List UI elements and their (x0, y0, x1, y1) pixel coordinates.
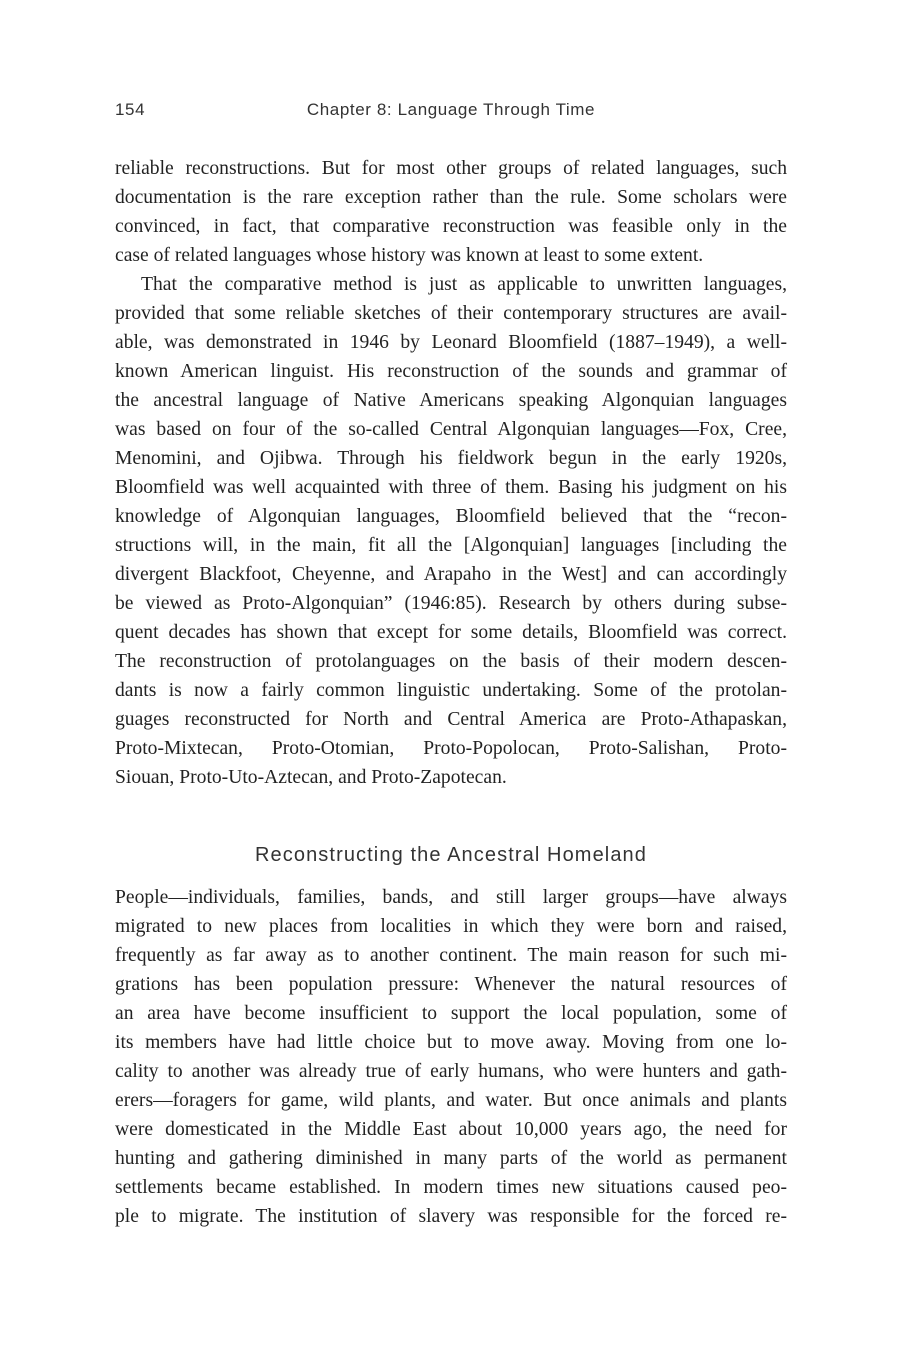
body-text-line: migrated to new places from localities in which they were born and raised, (115, 916, 787, 937)
body-text-line: guages reconstructed for North and Central America are Proto-Athapaskan, (115, 709, 787, 730)
body-text-line: were domesticated in the Middle East about 10,000 years ago, the need for (115, 1119, 787, 1140)
section-heading: Reconstructing the Ancestral Homeland (255, 844, 647, 866)
body-text-line: erers—foragers for game, wild plants, and water. But once animals and plants (115, 1090, 787, 1111)
body-text-line: People—individuals, families, bands, and still larger groups—have always (115, 887, 787, 908)
body-text-line: was based on four of the so-called Central Algonquian languages—Fox, Cree, (115, 419, 787, 440)
body-text-line: quent decades has shown that except for some details, Bloomfield was correct. (115, 622, 787, 643)
running-head (115, 98, 787, 126)
chapter-title: Chapter 8: Language Through Time (306, 100, 596, 119)
body-text-line: frequently as far away as to another continent. The main reason for such mi- (115, 945, 787, 966)
body-text-line: grations has been population pressure: Whenever the natural resources of (115, 974, 787, 995)
body-text-line: be viewed as Proto-Algonquian” (1946:85). Research by others during subse- (115, 593, 787, 614)
body-text-line: the ancestral language of Native Americans speaking Algonquian languages (115, 390, 787, 411)
body-text-line: settlements became established. In modern times new situations caused peo- (115, 1177, 787, 1198)
body-text-line: case of related languages whose history was known at least to some extent. (115, 245, 704, 266)
body-text-line: Bloomfield was well acquainted with three of them. Basing his judgment on his (115, 477, 787, 498)
body-text-line: That the comparative method is just as applicable to unwritten languages, (141, 274, 787, 295)
body-text-line: documentation is the rare exception rather than the rule. Some scholars were (115, 187, 787, 208)
body-text-line: known American linguist. His reconstruction of the sounds and grammar of (115, 361, 787, 382)
body-text-line: Menomini, and Ojibwa. Through his fieldwork begun in the early 1920s, (115, 448, 787, 469)
body-text-line: The reconstruction of protolanguages on the basis of their modern descen- (115, 651, 787, 672)
body-text-line: an area have become insufficient to support the local population, some of (115, 1003, 787, 1024)
body-text-line: hunting and gathering diminished in many parts of the world as permanent (115, 1148, 787, 1169)
body-text-line: ple to migrate. The institution of slavery was responsible for the forced re- (115, 1206, 787, 1227)
body-text-line: structions will, in the main, fit all the [Algonquian] languages [including the (115, 535, 787, 556)
body-text-line: knowledge of Algonquian languages, Bloomfield believed that the “recon- (115, 506, 787, 527)
body-text-line: dants is now a fairly common linguistic undertaking. Some of the protolan- (115, 680, 787, 701)
body-text-line: cality to another was already true of early humans, who were hunters and gath- (115, 1061, 787, 1082)
body-text-line: divergent Blackfoot, Cheyenne, and Arapaho in the West] and can accordingly (115, 564, 787, 585)
body-text-line: provided that some reliable sketches of their contemporary structures are avail- (115, 303, 787, 324)
body-text-line: Proto-Mixtecan, Proto-Otomian, Proto-Popolocan, Proto-Salishan, Proto- (115, 738, 787, 759)
body-text-line: able, was demonstrated in 1946 by Leonard Bloomfield (1887–1949), a well- (115, 332, 787, 353)
page-number: 154 (115, 100, 146, 119)
body-text-line: Siouan, Proto-Uto-Aztecan, and Proto-Zapotecan. (115, 767, 507, 788)
body-text-line: reliable reconstructions. But for most other groups of related languages, such (115, 158, 787, 179)
body-text-line: its members have had little choice but to move away. Moving from one lo- (115, 1032, 787, 1053)
body-text-line: convinced, in fact, that comparative reconstruction was feasible only in the (115, 216, 787, 237)
